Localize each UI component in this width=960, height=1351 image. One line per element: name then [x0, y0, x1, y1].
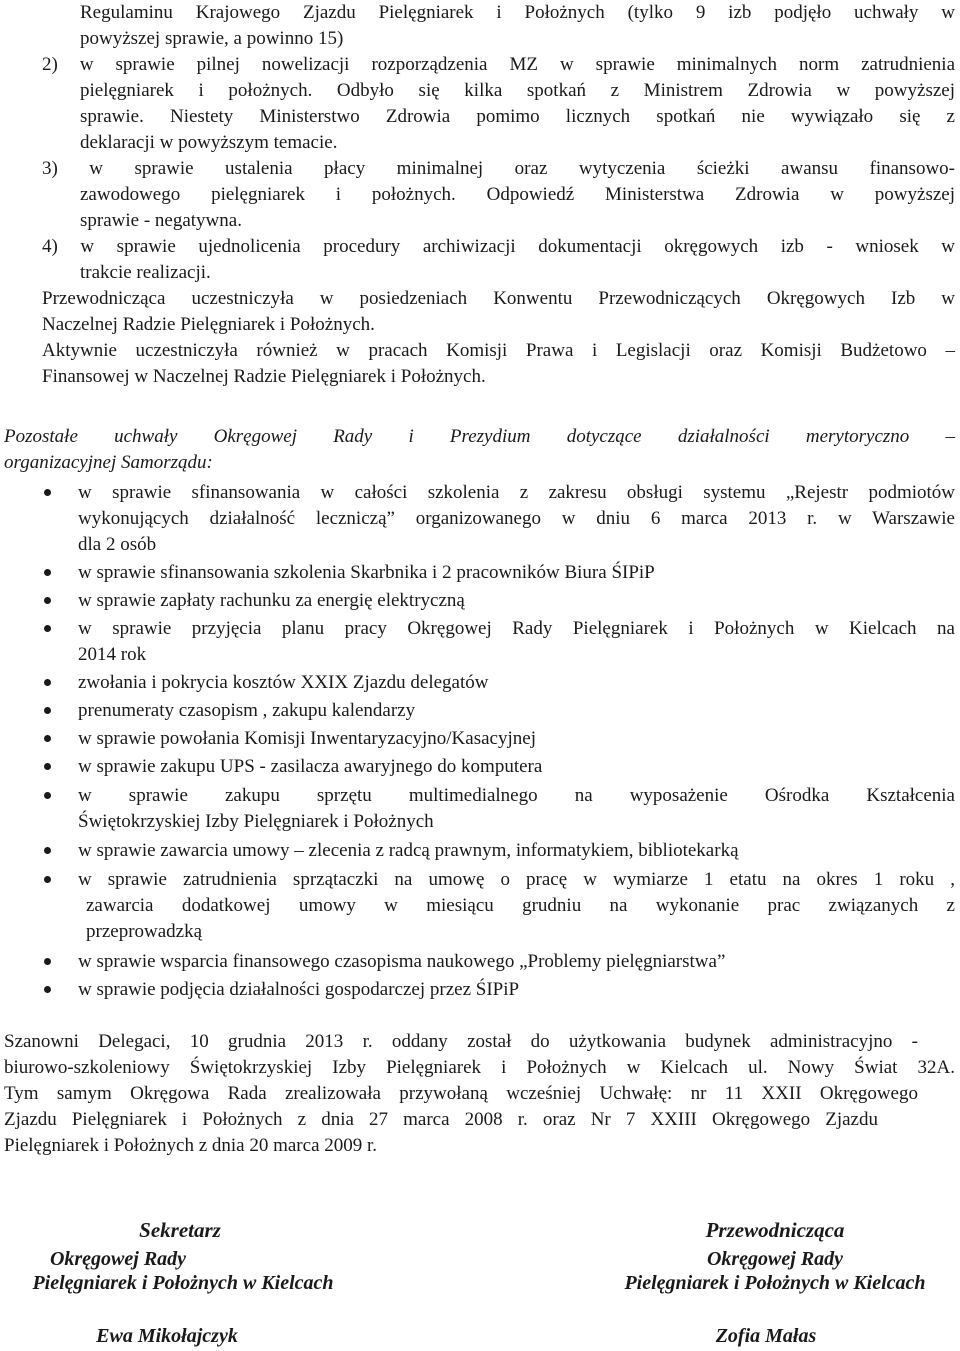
signature-body-line: Pielęgniarek i Położnych w Kielcach [32, 1272, 334, 1294]
bullet-icon [44, 735, 51, 742]
text-line: biurowo-szkoleniowy Świętokrzyskiej Izby Pielęgniarek i Położnych w Kielcach ul. Nowy Świat 32A. [4, 1057, 955, 1078]
bullet-icon [44, 569, 51, 576]
list-item-text: w sprawie zakupu sprzętu multimedialnego na wyposażenie Ośrodka Kształcenia [78, 785, 955, 806]
text-line: deklaracji w powyższym temacie. [80, 132, 338, 153]
list-item-text: zawarcia dodatkowej umowy w miesiącu grudniu na wykonanie prac związanych z [86, 895, 955, 916]
text-line: Naczelnej Radzie Pielęgniarek i Położnych. [42, 314, 375, 335]
list-item-text: w sprawie przyjęcia planu pracy Okręgowej Rady Pielęgniarek i Położnych w Kielcach na [78, 618, 955, 639]
list-item-text: prenumeraty czasopism , zakupu kalendarzy [78, 700, 416, 721]
bullet-icon [44, 489, 51, 496]
signature-body-line: Pielęgniarek i Położnych w Kielcach [624, 1272, 926, 1294]
text-line: pielęgniarek i położnych. Odbyło się kilka spotkań z Ministrem Zdrowia w powyższej [80, 80, 955, 101]
text-line: Finansowej w Naczelnej Radzie Pielęgniarek i Położnych. [42, 366, 486, 387]
text-line: powyższej sprawie, a powinno 15) [80, 28, 344, 49]
heading-line: organizacyjnej Samorządu: [4, 452, 213, 473]
signature-body-line: Okręgowej Rady [706, 1248, 844, 1270]
bullet-icon [44, 707, 51, 714]
list-item-text: w sprawie sfinansowania szkolenia Skarbnika i 2 pracowników Biura ŚIPiP [78, 562, 655, 583]
list-item-text: zwołania i pokrycia kosztów XXIX Zjazdu delegatów [78, 672, 489, 693]
list-item-text: 2014 rok [78, 644, 147, 665]
list-item-text: w sprawie sfinansowania w całości szkolenia z zakresu obsługi systemu „Rejestr podmiotów [78, 482, 955, 503]
text-line: 3) w sprawie ustalenia płacy minimalnej oraz wytyczenia ścieżki awansu finansowo- [42, 158, 955, 179]
bullet-icon [44, 986, 51, 993]
signature-title: Sekretarz [139, 1218, 221, 1242]
signature-name: Ewa Mikołajczyk [96, 1325, 238, 1347]
bullet-icon [44, 958, 51, 965]
list-item-text: w sprawie zawarcia umowy – zlecenia z radcą prawnym, informatykiem, bibliotekarką [78, 840, 739, 861]
text-line: Szanowni Delegaci, 10 grudnia 2013 r. oddany został do użytkowania budynek administracyjno - [4, 1031, 918, 1052]
text-line: Aktywnie uczestniczyła również w pracach Komisji Prawa i Legislacji oraz Komisji Budżetowo – [42, 340, 955, 361]
list-item-text: w sprawie powołania Komisji Inwentaryzacyjno/Kasacyjnej [78, 728, 536, 749]
bullet-icon [44, 597, 51, 604]
list-item-text: w sprawie zatrudnienia sprzątaczki na umowę o pracę w wymiarze 1 etatu na okres 1 roku , [78, 869, 955, 890]
list-item-text: w sprawie zakupu UPS - zasilacza awaryjnego do komputera [78, 756, 543, 777]
list-item-text: w sprawie zapłaty rachunku za energię elektryczną [78, 590, 465, 611]
list-item-text: Świętokrzyskiej Izby Pielęgniarek i Położnych [78, 811, 434, 832]
text-line: zawodowego pielęgniarek i położnych. Odpowiedź Ministerstwa Zdrowia w powyższej [80, 184, 955, 205]
list-item-text: w sprawie podjęcia działalności gospodarczej przez ŚIPiP [78, 979, 520, 1000]
text-line: trakcie realizacji. [80, 262, 211, 283]
bullet-icon [44, 625, 51, 632]
list-item-text: dla 2 osób [78, 534, 157, 555]
text-line: sprawie. Niestety Ministerstwo Zdrowia pomimo licznych spotkań nie wywiązało się z [80, 106, 955, 127]
bullet-icon [44, 847, 51, 854]
text-line: Przewodnicząca uczestniczyła w posiedzeniach Konwentu Przewodniczących Okręgowych Izb w [42, 288, 955, 309]
text-line: Zjazdu Pielęgniarek i Położnych z dnia 27 marca 2008 r. oraz Nr 7 XXIII Okręgowego Zjazdu [4, 1109, 878, 1130]
text-line: sprawie - negatywna. [80, 210, 242, 231]
signature-title: Przewodnicząca [705, 1218, 845, 1242]
text-line: Pielęgniarek i Położnych z dnia 20 marca 2009 r. [4, 1135, 378, 1156]
list-item-text: przeprowadzką [86, 921, 203, 942]
text-line: 4) w sprawie ujednolicenia procedury archiwizacji dokumentacji okręgowych izb - wniosek w [42, 236, 955, 257]
bullet-icon [44, 679, 51, 686]
text-line: Tym samym Okręgowa Rada zrealizowała przywołaną wcześniej Uchwałę: nr 11 XXII Okręgowego [4, 1083, 918, 1104]
bullet-icon [44, 763, 51, 770]
list-item-text: w sprawie wsparcia finansowego czasopisma naukowego „Problemy pielęgniarstwa” [78, 951, 726, 972]
heading-line: Pozostałe uchwały Okręgowej Rady i Prezydium dotyczące działalności merytoryczno – [4, 426, 955, 447]
signature-body-line: Okręgowej Rady [49, 1248, 187, 1270]
bullet-icon [44, 876, 51, 883]
list-item-text: wykonujących działalność leczniczą” organizowanego w dniu 6 marca 2013 r. w Warszawie [78, 508, 955, 529]
bullet-icon [44, 792, 51, 799]
text-line: 2) w sprawie pilnej nowelizacji rozporządzenia MZ w sprawie minimalnych norm zatrudnienia [42, 54, 955, 75]
text-line: Regulaminu Krajowego Zjazdu Pielęgniarek i Położnych (tylko 9 izb podjęło uchwały w [80, 2, 955, 23]
signature-name: Zofia Małas [715, 1325, 817, 1347]
